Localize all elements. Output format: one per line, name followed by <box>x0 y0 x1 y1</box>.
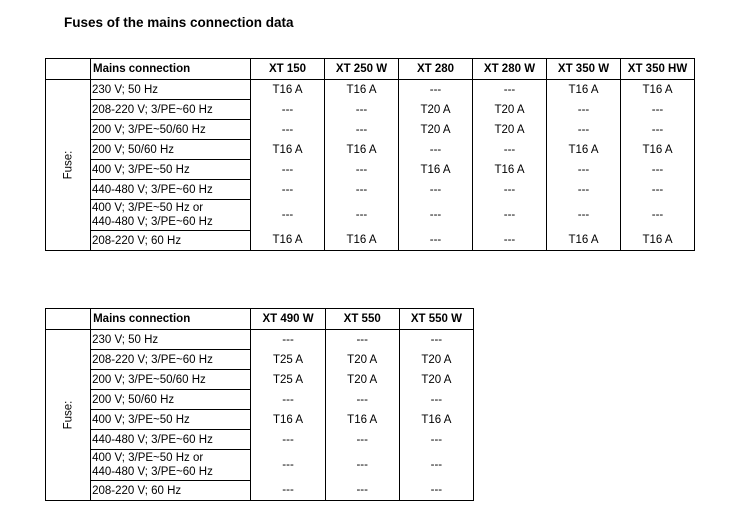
header-model: XT 280 W <box>473 59 547 80</box>
fuse-value-cell: --- <box>473 140 547 160</box>
fuse-value-cell: --- <box>251 450 325 481</box>
fuse-value-cell: T20 A <box>473 100 547 120</box>
fuse-value-cell: T16 A <box>399 160 473 180</box>
table-row <box>46 180 695 200</box>
header-model: XT 350 HW <box>621 59 695 80</box>
mains-connection-cell: 200 V; 50/60 Hz <box>91 140 251 160</box>
table-row <box>46 140 695 160</box>
table-row <box>46 410 474 430</box>
fuse-value-cell: --- <box>621 180 695 200</box>
mains-connection-cell: 208-220 V; 3/PE~60 Hz <box>91 100 251 120</box>
fuse-value-cell: T25 A <box>251 350 325 370</box>
fuse-table-1 <box>45 58 695 251</box>
table-row <box>46 100 695 120</box>
mains-connection-cell: 208-220 V; 60 Hz <box>91 481 251 501</box>
fuse-value-cell: --- <box>325 481 399 501</box>
fuse-value-cell: T20 A <box>325 370 399 390</box>
fuse-value-cell: --- <box>251 430 325 450</box>
fuse-value-cell: T16 A <box>325 140 399 160</box>
fuse-value-cell: --- <box>473 180 547 200</box>
fuse-value-cell: --- <box>621 200 695 231</box>
fuse-value-cell: T20 A <box>325 350 399 370</box>
table-body <box>46 80 695 251</box>
fuse-value-cell: --- <box>547 200 621 231</box>
fuse-value-cell: T20 A <box>399 100 473 120</box>
fuse-value-cell: --- <box>547 180 621 200</box>
table-row <box>46 450 474 481</box>
fuse-value-cell: T20 A <box>399 370 473 390</box>
fuse-value-cell: T16 A <box>251 80 325 100</box>
fuse-value-cell: --- <box>251 160 325 180</box>
header-model: XT 550 <box>325 309 399 330</box>
fuse-value-cell: --- <box>399 140 473 160</box>
fuse-value-cell: --- <box>325 200 399 231</box>
fuse-value-cell: T16 A <box>325 80 399 100</box>
fuse-value-cell: T16 A <box>251 140 325 160</box>
mains-connection-cell: 200 V; 3/PE~50/60 Hz <box>91 120 251 140</box>
fuse-value-cell: --- <box>251 390 325 410</box>
fuse-value-cell: --- <box>399 481 473 501</box>
mains-connection-cell: 208-220 V; 3/PE~60 Hz <box>91 350 251 370</box>
document-title: Fuses of the mains connection data <box>64 15 294 30</box>
fuse-value-cell: --- <box>547 160 621 180</box>
header-mains-connection: Mains connection <box>91 309 251 330</box>
table-row <box>46 390 474 410</box>
fuse-value-cell: --- <box>325 450 399 481</box>
mains-connection-cell: 440-480 V; 3/PE~60 Hz <box>91 180 251 200</box>
table-row <box>46 80 695 100</box>
header-model: XT 490 W <box>251 309 325 330</box>
fuse-value-cell: --- <box>473 80 547 100</box>
table-body <box>46 330 474 501</box>
table-header-row <box>46 309 474 330</box>
fuse-label-cell <box>46 330 91 501</box>
header-model: XT 550 W <box>399 309 473 330</box>
mains-connection-cell: 440-480 V; 3/PE~60 Hz <box>91 430 251 450</box>
fuse-value-cell: --- <box>399 330 473 350</box>
mains-connection-cell: 208-220 V; 60 Hz <box>91 231 251 251</box>
fuse-value-cell: --- <box>399 80 473 100</box>
mains-connection-cell: 400 V; 3/PE~50 Hz <box>91 160 251 180</box>
table-row <box>46 481 474 501</box>
fuse-value-cell: --- <box>251 120 325 140</box>
mains-connection-cell: 200 V; 3/PE~50/60 Hz <box>91 370 251 390</box>
fuse-value-cell: --- <box>325 180 399 200</box>
fuse-value-cell: --- <box>251 100 325 120</box>
fuse-value-cell: --- <box>399 450 473 481</box>
table-row <box>46 370 474 390</box>
fuse-value-cell: --- <box>473 200 547 231</box>
fuse-value-cell: --- <box>325 330 399 350</box>
table-row <box>46 430 474 450</box>
header-model: XT 350 W <box>547 59 621 80</box>
fuse-value-cell: --- <box>399 390 473 410</box>
fuse-value-cell: --- <box>251 200 325 231</box>
fuse-value-cell: --- <box>251 481 325 501</box>
fuse-value-cell: --- <box>621 100 695 120</box>
fuse-value-cell: --- <box>251 180 325 200</box>
fuse-value-cell: T16 A <box>399 410 473 430</box>
fuse-value-cell: T16 A <box>473 160 547 180</box>
fuse-value-cell: T20 A <box>399 120 473 140</box>
table-header-row <box>46 59 695 80</box>
mains-connection-cell: 400 V; 3/PE~50 Hz or 440-480 V; 3/PE~60 Hz <box>91 450 251 481</box>
fuse-value-cell: T16 A <box>547 80 621 100</box>
fuse-label: Fuse: <box>62 400 75 430</box>
table-row <box>46 231 695 251</box>
fuse-value-cell: --- <box>325 390 399 410</box>
header-blank-cell <box>46 59 91 80</box>
fuse-table-2 <box>45 308 474 501</box>
fuse-value-cell: T16 A <box>325 410 399 430</box>
mains-connection-cell: 230 V; 50 Hz <box>91 330 251 350</box>
fuse-value-cell: T16 A <box>251 410 325 430</box>
mains-connection-cell: 400 V; 3/PE~50 Hz <box>91 410 251 430</box>
header-blank-cell <box>46 309 91 330</box>
fuse-value-cell: T20 A <box>473 120 547 140</box>
fuse-value-cell: T16 A <box>251 231 325 251</box>
table-row <box>46 120 695 140</box>
fuse-value-cell: T20 A <box>399 350 473 370</box>
fuse-value-cell: --- <box>325 100 399 120</box>
fuse-label: Fuse: <box>61 150 74 180</box>
header-model: XT 150 <box>251 59 325 80</box>
mains-connection-cell: 400 V; 3/PE~50 Hz or 440-480 V; 3/PE~60 Hz <box>91 200 251 231</box>
fuse-value-cell: --- <box>621 120 695 140</box>
fuse-value-cell: --- <box>473 231 547 251</box>
fuse-value-cell: --- <box>621 160 695 180</box>
fuse-value-cell: --- <box>399 200 473 231</box>
fuse-value-cell: --- <box>325 120 399 140</box>
fuse-value-cell: T25 A <box>251 370 325 390</box>
fuse-value-cell: T16 A <box>621 231 695 251</box>
header-mains-connection: Mains connection <box>91 59 251 80</box>
fuse-value-cell: --- <box>325 160 399 180</box>
fuse-value-cell: --- <box>399 430 473 450</box>
fuse-value-cell: T16 A <box>621 80 695 100</box>
fuse-value-cell: T16 A <box>547 140 621 160</box>
fuse-value-cell: --- <box>547 100 621 120</box>
mains-connection-cell: 200 V; 50/60 Hz <box>91 390 251 410</box>
fuse-value-cell: --- <box>325 430 399 450</box>
fuse-value-cell: T16 A <box>621 140 695 160</box>
table-row <box>46 330 474 350</box>
fuse-value-cell: --- <box>399 231 473 251</box>
fuse-value-cell: --- <box>251 330 325 350</box>
fuse-label-cell <box>46 80 91 251</box>
table-row <box>46 350 474 370</box>
fuse-value-cell: --- <box>399 180 473 200</box>
table-row <box>46 160 695 180</box>
mains-connection-cell: 230 V; 50 Hz <box>91 80 251 100</box>
header-model: XT 280 <box>399 59 473 80</box>
fuse-value-cell: T16 A <box>325 231 399 251</box>
fuse-value-cell: T16 A <box>547 231 621 251</box>
table-row <box>46 200 695 231</box>
fuse-value-cell: --- <box>547 120 621 140</box>
header-model: XT 250 W <box>325 59 399 80</box>
